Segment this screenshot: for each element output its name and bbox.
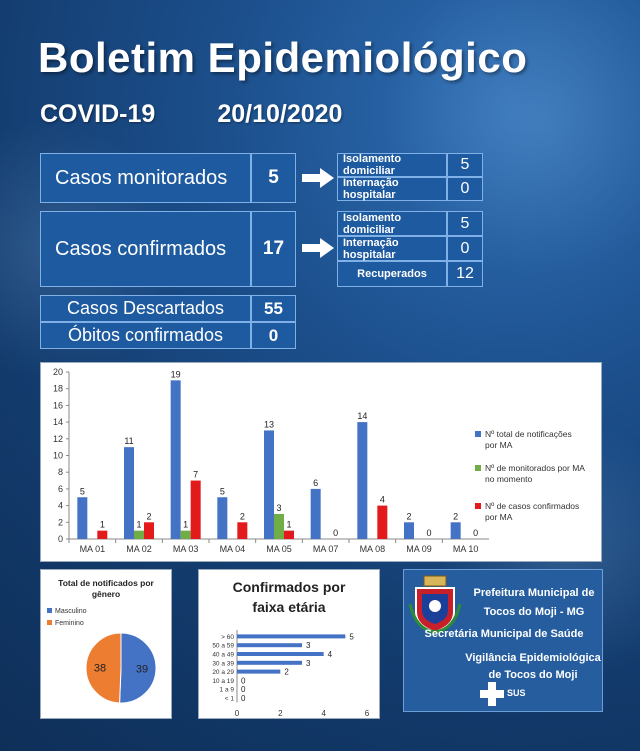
age-chart-title: Confirmados por faixa etária [232,579,346,615]
monitored-home-value: 5 [447,153,483,177]
data-label: 3 [306,641,311,651]
monitored-home-label: Isolamento domiciliar [337,153,447,177]
category-label: 40 a 49 [212,651,234,659]
x-tick-label: MA 01 [79,544,106,554]
confirmed-label: Casos confirmados [40,211,251,287]
data-label: 4 [327,650,333,659]
x-tick-label: MA 04 [219,544,246,554]
bar [274,514,284,539]
category-label: 20 a 29 [212,669,234,677]
data-label: 1 [183,519,189,530]
category-label: > 60 [221,633,234,641]
discarded-value: 55 [251,295,296,322]
data-label: 2 [453,511,459,522]
recovered-value: 12 [447,261,483,287]
confirmed-hospital-value: 0 [447,236,483,261]
legend-swatch [475,431,481,437]
bar [124,447,134,539]
bar [191,481,201,539]
deaths-value: 0 [251,322,296,349]
category-label: 30 a 39 [212,660,234,668]
legend-swatch [475,503,481,509]
bar [181,531,191,539]
bar [171,380,181,539]
data-label: 1 [136,519,142,530]
bar [451,522,461,539]
x-tick-label: 0 [234,709,240,718]
report-date: 20/10/2020 [217,100,343,128]
bar [357,422,367,539]
confirmed-value: 17 [251,211,296,287]
bar [237,670,280,674]
monitored-hospital-label: Internação hospitalar [337,177,447,201]
slice-label: 39 [135,663,149,676]
x-tick-label: MA 08 [359,544,386,554]
age-group-chart [198,569,380,719]
bar [77,497,87,539]
data-label: 0 [426,528,432,538]
bar [404,522,414,539]
data-label: 0 [473,528,479,538]
y-tick-label: 8 [57,467,63,478]
x-tick-label: MA 10 [452,544,479,554]
bar [97,531,107,539]
page-title: Boletim Epidemiológico [38,34,528,81]
virus-label: COVID-19 [40,100,156,128]
data-label: 0 [241,676,246,686]
data-label: 13 [263,419,275,430]
data-label: 4 [379,494,385,505]
y-tick-label: 6 [57,483,63,494]
bar [237,522,247,539]
data-label: 0 [241,694,246,703]
bar [377,506,387,539]
x-tick-label: 4 [321,709,326,718]
arrow-right-icon [300,236,336,260]
y-tick-label: 16 [52,400,63,411]
legend-swatch [47,608,52,613]
data-label: 0 [241,685,246,695]
bar [144,522,154,539]
bar [237,643,302,647]
data-label: 0 [333,528,339,538]
deaths-label: Óbitos confirmados [40,322,251,349]
bar [264,430,274,539]
y-tick-label: 2 [57,517,63,528]
data-label: 7 [193,469,199,480]
x-tick-label: MA 02 [126,544,152,554]
monitored-value: 5 [251,153,296,203]
legend-swatch [47,620,52,625]
y-tick-label: 12 [52,433,63,444]
legend-label: Nº total de notificações por MA [485,429,572,450]
data-label: 3 [306,658,311,668]
bar [237,634,345,638]
discarded-label: Casos Descartados [40,295,251,322]
bar [217,497,227,539]
bar [284,531,294,539]
confirmed-home-value: 5 [447,211,483,236]
legend-label: Nº de casos confirmados por MA [485,501,580,522]
x-tick-label: 6 [364,709,370,718]
slice-label: 38 [93,662,107,675]
data-label: 2 [146,511,152,522]
legend-label: Feminino [55,620,84,627]
data-label: 19 [170,369,181,380]
data-label: 3 [276,502,282,513]
data-label: 2 [406,511,412,522]
data-label: 5 [219,486,225,497]
x-tick-label: MA 09 [406,544,432,554]
data-label: 11 [124,436,134,447]
data-label: 1 [286,519,292,530]
pie-title: Total de notificados por gênero [58,578,154,599]
monitored-hospital-value: 0 [447,177,483,201]
y-tick-label: 20 [52,367,63,377]
data-label: 2 [239,511,245,522]
vigilancia-name: Vigilância Epidemiológica de Tocos do Moji [465,652,601,681]
pie-chart-svg [41,570,171,718]
bar [237,661,302,665]
x-tick-label: 2 [278,709,283,718]
legend-swatch [475,465,481,471]
legend-label: Masculino [55,608,87,615]
y-tick-label: 14 [52,417,63,428]
bar [237,652,324,656]
y-tick-label: 0 [57,534,63,544]
bar [311,489,321,539]
category-label: 50 a 59 [212,642,234,650]
data-label: 14 [357,411,368,422]
sus-logo-text: SUS [507,688,526,698]
gender-pie-chart [40,569,172,719]
data-label: 1 [99,519,105,530]
age-chart-svg [199,570,379,718]
bar-chart-svg [41,363,601,561]
confirmed-hospital-label: Internação hospitalar [337,236,447,261]
x-tick-label: MA 05 [266,544,292,554]
y-tick-label: 4 [57,500,63,511]
sus-logo-icon [480,680,530,710]
institution-panel [403,569,603,712]
prefeitura-name: Prefeitura Municipal de Tocos do Moji - MG [473,587,595,618]
y-tick-label: 10 [52,450,63,461]
data-label: 5 [349,632,354,642]
monitored-label: Casos monitorados [40,153,251,203]
confirmed-home-label: Isolamento domiciliar [337,211,447,236]
bar [134,531,144,539]
recovered-label: Recuperados [337,261,447,287]
category-label: < 1 [224,695,234,703]
coat-of-arms-icon [408,574,462,634]
category-label: 10 a 19 [212,677,234,685]
data-label: 2 [284,667,289,677]
subtitle [40,100,342,129]
category-label: 1 a 9 [219,686,234,694]
arrow-right-icon [300,166,336,190]
y-tick-label: 18 [52,383,63,394]
secretaria-name: Secretária Municipal de Saúde [424,628,584,640]
x-tick-label: MA 03 [172,544,199,554]
x-tick-label: MA 07 [312,544,339,554]
data-label: 5 [79,486,85,497]
cases-by-area-chart [40,362,602,562]
legend-label: Nº de monitorados por MA no momento [485,463,585,484]
data-label: 6 [313,477,319,488]
